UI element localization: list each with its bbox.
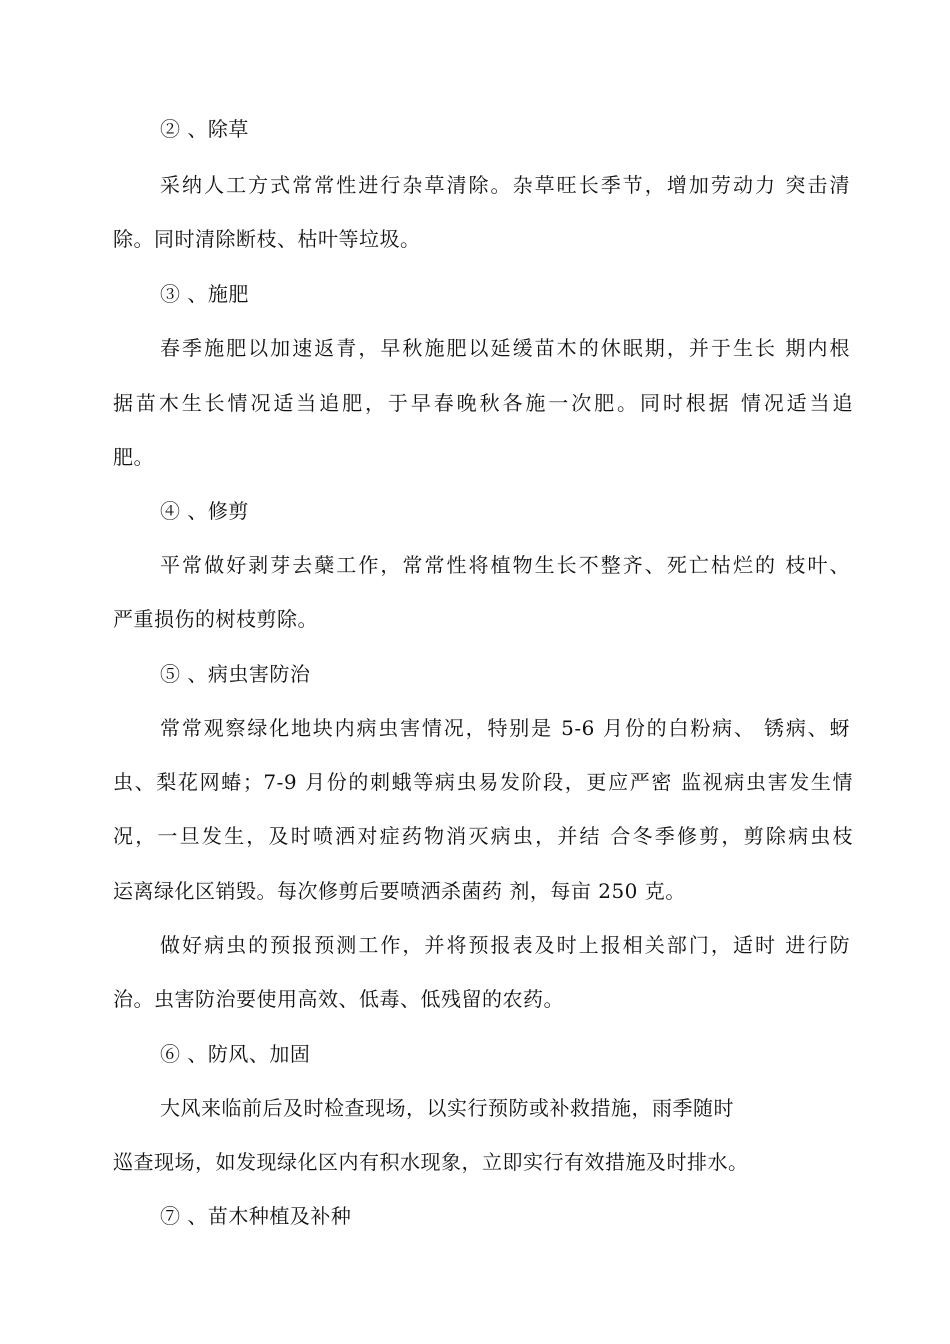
section-heading-planting: ⑦ 、苗木种植及补种	[160, 1204, 352, 1228]
paragraph-line: 大风来临前后及时检查现场，以实行预防或补救措施，雨季随时	[160, 1096, 734, 1120]
section-heading-pruning: ④ 、修剪	[160, 499, 249, 523]
paragraph-line: 采纳人工方式常常性进行杂草清除。杂草旺长季节，增加劳动力 突击清	[160, 173, 850, 197]
paragraph-line: 据苗木生长情况适当追肥，于早春晚秋各施一次肥。同时根据 情况适当追	[113, 391, 853, 415]
paragraph-line: 巡查现场，如发现绿化区内有积水现象，立即实行有效措施及时排水。	[113, 1150, 749, 1174]
paragraph-line: 虫、梨花网蝽；7-9 月份的刺蛾等病虫易发阶段，更应严密 监视病虫害发生情	[113, 770, 853, 794]
section-heading-wind-protection: ⑥ 、防风、加固	[160, 1042, 311, 1066]
section-heading-pest-control: ⑤ 、病虫害防治	[160, 662, 311, 686]
paragraph-line: 常常观察绿化地块内病虫害情况，特别是 5-6 月份的白粉病、 锈病、蚜	[160, 716, 850, 740]
section-heading-weeding: ② 、除草	[160, 117, 249, 141]
paragraph-line: 况，一旦发生，及时喷洒对症药物消灭病虫，并结 合冬季修剪，剪除病虫枝	[113, 824, 853, 848]
paragraph-line: 平常做好剥芽去蘖工作，常常性将植物生长不整齐、死亡枯烂的 枝叶、	[160, 553, 850, 577]
paragraph-line: 春季施肥以加速返青，早秋施肥以延缓苗木的休眠期，并于生长 期内根	[160, 336, 850, 360]
paragraph-line: 严重损伤的树枝剪除。	[113, 607, 318, 631]
section-heading-fertilizing: ③ 、施肥	[160, 282, 249, 306]
paragraph-line: 运离绿化区销毁。每次修剪后要喷洒杀菌药 剂，每亩 250 克。	[113, 879, 686, 903]
paragraph-line: 做好病虫的预报预测工作，并将预报表及时上报相关部门，适时 进行防	[160, 933, 850, 957]
paragraph-line: 除。同时清除断枝、枯叶等垃圾。	[113, 227, 421, 251]
paragraph-line: 治。虫害防治要使用高效、低毒、低残留的农药。	[113, 987, 564, 1011]
paragraph-line: 肥。	[113, 445, 154, 469]
